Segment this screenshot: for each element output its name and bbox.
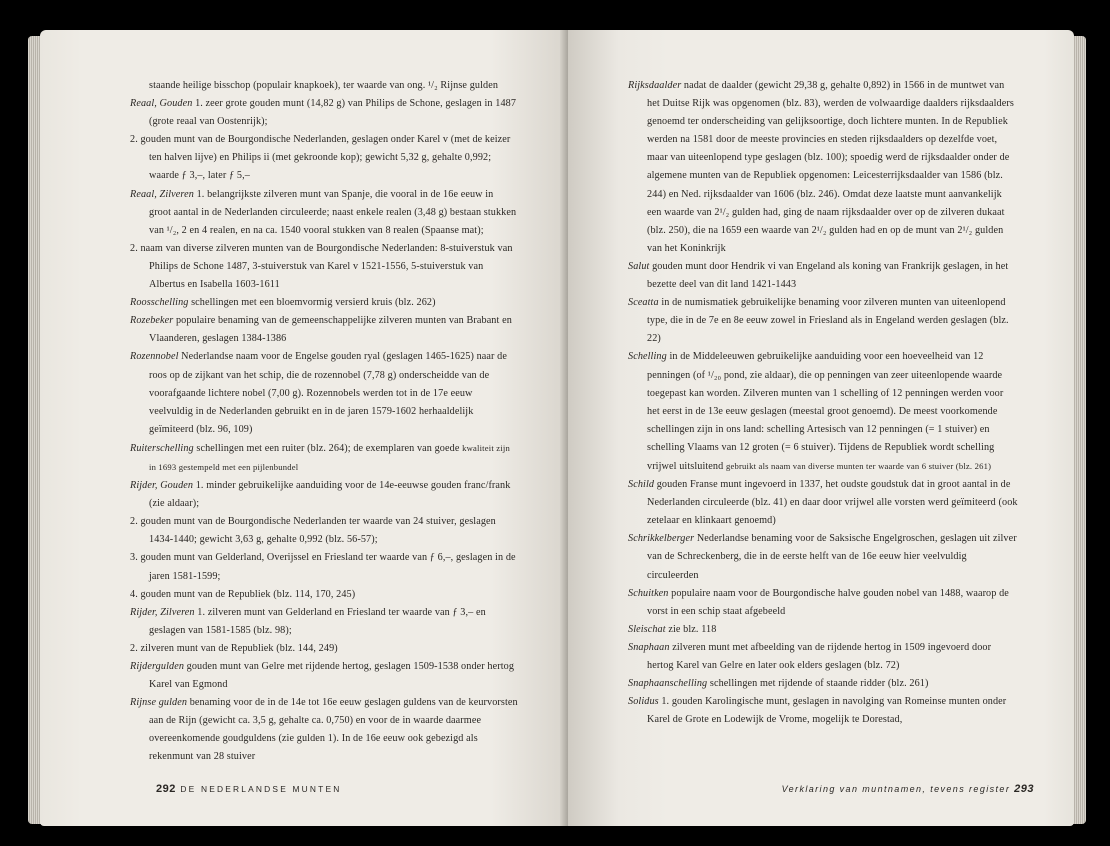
entry-headword: Snaphaan bbox=[628, 641, 670, 653]
dictionary-entry bbox=[130, 240, 518, 294]
entry-headword: Schrikkelberger bbox=[628, 533, 695, 545]
dictionary-entry bbox=[628, 675, 1018, 693]
dictionary-entry bbox=[130, 477, 518, 513]
entry-headword: Reaal, Zilveren bbox=[130, 188, 194, 200]
entry-text: benaming voor de in de 14e tot 16e eeuw geslagen guldens van de keurvorsten aan de Rijn (gewicht ca. 3,5 g, gehalte ca. 0,750) en voor de in waarde daarmee overeenkomende goudguldens (zie gulden 1). In de 16e eeuw ook gebezigd als rekenmunt van 28 stuiver bbox=[149, 697, 518, 763]
entry-text: 1. gouden Karolingische munt, geslagen in navolging van Romeinse munten onder Karel de Grote en Lodewijk de Vrome, mogelijk te Dorestad, bbox=[647, 696, 1007, 726]
entry-text: zilveren munt met afbeelding van de rijdende hertog in 1509 ingevoerd door hertog Karel van Gelre en later ook elders geslagen (blz. 72) bbox=[647, 641, 992, 671]
entry-text: 2. gouden munt van de Bourgondische Nederlanden, geslagen onder Karel v (met de keizer ten halven lijve) en Philips ii (met gekroonde kop); gewicht 5,32 g, gehalte 0,992; waarde ƒ 3,–, later ƒ 5,– bbox=[130, 134, 511, 182]
entry-text: staande heilige bisschop (populair knapkoek), ter waarde van ong. ¹/₂ Rijnse gulden bbox=[149, 80, 499, 91]
entry-headword: Schuitken bbox=[628, 587, 669, 599]
entry-text: 1. zeer grote gouden munt (14,82 g) van Philips de Schone, geslagen in 1487 (grote reaal van Oostenrijk); bbox=[149, 98, 517, 128]
running-head-right: Verklaring van muntnamen, tevens register bbox=[781, 784, 1011, 794]
dictionary-entry bbox=[130, 186, 518, 240]
left-page bbox=[40, 30, 570, 826]
right-page bbox=[568, 30, 1074, 826]
entry-small-text: gebruikt als naam van diverse munten ter waarde van 6 stuiver (blz. 261) bbox=[725, 460, 992, 471]
dictionary-entry bbox=[628, 77, 1018, 258]
entry-text: 4. gouden munt van de Republiek (blz. 114, 170, 245) bbox=[130, 588, 356, 600]
dictionary-entry bbox=[130, 131, 518, 185]
entry-headword: Snaphaanschelling bbox=[628, 678, 708, 690]
dictionary-entry bbox=[130, 694, 518, 766]
dictionary-entry bbox=[628, 693, 1018, 729]
entry-text: 1. minder gebruikelijke aanduiding voor de 14e-eeuwse gouden franc/frank (zie aldaar); bbox=[149, 480, 511, 510]
entry-text: nadat de daalder (gewicht 29,38 g, gehalte 0,892) in 1566 in de muntwet van het Duitse Rijk was opgenomen (blz. 83), werden de volwaardige daalders rijksdaalders genoemd ter onderscheiding van gelijksoortige, doch lichtere munten. In de Republiek werden na 1581 door de meeste provincies en steden rijksdaalders op dezelfde voet, maar van uiteenlopend type geslagen (blz. 100); spoedig werd de rijksdaalder onder de algemene munten van de Republiek opgenomen: Leicesterrijksdaalder van 1586 (blz. 244) en Ned. rijksdaalder van 1606 (blz. 246). Omdat deze laatste munt aanvankelijk een waarde van 2¹/₂ gulden had, ging de naam rijksdaalder over op de zilveren dukaat (blz. 250), die na 1659 een waarde van 2¹/₂ gulden had en op de munt van 2¹/₂ gulden van het Koninkrijk bbox=[647, 80, 1014, 254]
entry-headword: Solidus bbox=[628, 696, 659, 708]
running-head-left: DE NEDERLANDSE MUNTEN bbox=[180, 784, 342, 794]
entry-headword: Rozennobel bbox=[130, 351, 179, 363]
dictionary-entry bbox=[130, 604, 518, 640]
entry-text: zie blz. 118 bbox=[665, 623, 717, 635]
entry-text: 2. zilveren munt van de Republiek (blz. 144, 249) bbox=[130, 642, 338, 654]
entry-headword: Rijder, Gouden bbox=[130, 480, 194, 492]
entry-text: schellingen met een bloemvormig versierd kruis (blz. 262) bbox=[188, 297, 436, 309]
dictionary-entry bbox=[628, 621, 1018, 639]
entry-text: schellingen met rijdende of staande ridder (blz. 261) bbox=[707, 678, 929, 690]
dictionary-entry bbox=[130, 513, 518, 549]
entry-headword: Rijksdaalder bbox=[628, 80, 682, 91]
entry-text: in de Middeleeuwen gebruikelijke aanduiding voor een hoeveelheid van 12 penningen (of ¹/₂₀ pond, zie aldaar), die op penningen van zeer uiteenlopende waarde toegepast kan worden. Zilveren munten van 1 schelling of 12 penningen werden voor het eerst in de 13e eeuw geslagen (meestal groot genoemd). De meest voorkomende schellingen zijn in ons land: schelling Artesisch van 12 penningen (= 1 stuiver) en schelling Vlaams van 12 groten (= 6 stuiver). Tijdens de Republiek wordt schelling vrijwel uitsluitend bbox=[647, 351, 1004, 472]
entry-headword: Salut bbox=[628, 260, 650, 272]
entry-headword: Reaal, Gouden bbox=[130, 98, 193, 110]
entry-headword: Rijder, Zilveren bbox=[130, 606, 195, 618]
entry-text: populaire naam voor de Bourgondische halve gouden nobel van 1488, waarop de vorst in een schip staat afgebeeld bbox=[647, 587, 1009, 617]
entry-text: Nederlandse benaming voor de Saksische Engelgroschen, geslagen uit zilver van de Schreckenberg, die in de eerste helft van de 16e eeuw hier veelvuldig circuleerden bbox=[647, 533, 1017, 581]
entry-headword: Sleischat bbox=[628, 623, 666, 635]
dictionary-entry bbox=[628, 530, 1018, 584]
entry-small-text: kwaliteit zijn in 1693 gestempeld met een pijlenbundel bbox=[149, 442, 510, 472]
entry-text: 2. gouden munt van de Bourgondische Nederlanden ter waarde van 24 stuiver, geslagen 1434-1440; gewicht 3,63 g, gehalte 0,992 (blz. 56-57); bbox=[130, 516, 496, 546]
dictionary-entry bbox=[628, 476, 1018, 530]
dictionary-entry bbox=[130, 640, 518, 658]
entry-text: gouden Franse munt ingevoerd in 1337, het oudste goudstuk dat in groot aantal in de Nederlanden circuleerde (blz. 41) en daar door vrijwel alle vorsten werd geïmiteerd (ook zetelaar en klinkaart genoemd) bbox=[647, 479, 1018, 527]
entry-headword: Sceatta bbox=[628, 297, 659, 309]
dictionary-entry bbox=[628, 585, 1018, 621]
dictionary-entry bbox=[130, 658, 518, 694]
dictionary-entry bbox=[628, 639, 1018, 675]
entry-text: in de numismatiek gebruikelijke benaming voor zilveren munten van uiteenlopend type, die in de 7e en 8e eeuw zowel in Friesland als in Engeland werden geslagen (blz. 22) bbox=[647, 297, 1009, 345]
dictionary-entry bbox=[130, 294, 518, 312]
right-column bbox=[628, 77, 1018, 729]
entry-text: populaire benaming van de gemeenschappelijke zilveren munten van Brabant en Vlaanderen, geslagen 1384-1386 bbox=[149, 315, 512, 345]
entry-headword: Ruiterschelling bbox=[130, 442, 194, 454]
dictionary-entry bbox=[628, 348, 1018, 476]
entry-headword: Rozebeker bbox=[130, 315, 174, 327]
left-column bbox=[130, 77, 518, 767]
entry-headword: Rijdergulden bbox=[130, 661, 185, 672]
entry-text: 2. naam van diverse zilveren munten van de Bourgondische Nederlanden: 8-stuiverstuk van Philips de Schone 1487, 3-stuiverstuk van Karel v 1521-1556, 5-stuiverstuk van Albertus en Isabella 1603-1611 bbox=[130, 242, 513, 291]
book-spread bbox=[28, 22, 1086, 828]
dictionary-entry bbox=[130, 95, 518, 131]
dictionary-entry bbox=[130, 586, 518, 604]
dictionary-entry bbox=[628, 258, 1018, 294]
page-number-right: 293 bbox=[1014, 783, 1034, 795]
page-number-left: 292 bbox=[156, 783, 176, 795]
entry-text: gouden munt door Hendrik vi van Engeland als koning van Frankrijk geslagen, in het bezette deel van dit land 1421-1443 bbox=[647, 260, 1009, 291]
dictionary-entry bbox=[130, 439, 518, 477]
entry-text: 1. zilveren munt van Gelderland en Friesland ter waarde van ƒ 3,– en geslagen van 1581-1585 (blz. 98); bbox=[149, 606, 486, 636]
entry-text: 1. belangrijkste zilveren munt van Spanje, die vooral in de 16e eeuw in groot aantal in de Nederlanden circuleerde; naast enkele realen (3,48 g) bestaan stukken van ¹/₂, 2 en 4 realen, en na ca. 1540 vooral stukken van 8 realen (Spaanse mat); bbox=[149, 188, 517, 236]
dictionary-entry bbox=[130, 348, 518, 438]
entry-text: 3. gouden munt van Gelderland, Overijssel en Friesland ter waarde van ƒ 6,–, geslagen in de jaren 1581-1599; bbox=[130, 552, 516, 582]
dictionary-entry bbox=[130, 77, 518, 95]
entry-text: gouden munt van Gelre met rijdende hertog, geslagen 1509-1538 onder hertog Karel van Egmond bbox=[149, 661, 515, 691]
entry-headword: Roosschelling bbox=[130, 297, 189, 309]
entry-headword: Rijnse gulden bbox=[130, 697, 188, 709]
dictionary-entry bbox=[628, 294, 1018, 348]
entry-headword: Schild bbox=[628, 479, 655, 491]
right-footer bbox=[782, 783, 1034, 795]
dictionary-entry bbox=[130, 549, 518, 585]
entry-text: schellingen met een ruiter (blz. 264); de exemplaren van goede bbox=[193, 442, 463, 454]
entry-text: Nederlandse naam voor de Engelse gouden ryal (geslagen 1465-1625) naar de roos op de zijkant van het schip, die de rozennobel (7,78 g) onderscheidde van de voorafgaande lichtere nobel (7,00 g). Rozennobels werden tot in de 17e eeuw veelvuldig in de Nederlanden gebruikt en in de jaren 1579-1602 herhaaldelijk geïmiteerd (blz. 96, 109) bbox=[149, 351, 508, 435]
dictionary-entry bbox=[130, 312, 518, 348]
entry-headword: Schelling bbox=[628, 351, 667, 363]
left-footer bbox=[156, 783, 342, 795]
